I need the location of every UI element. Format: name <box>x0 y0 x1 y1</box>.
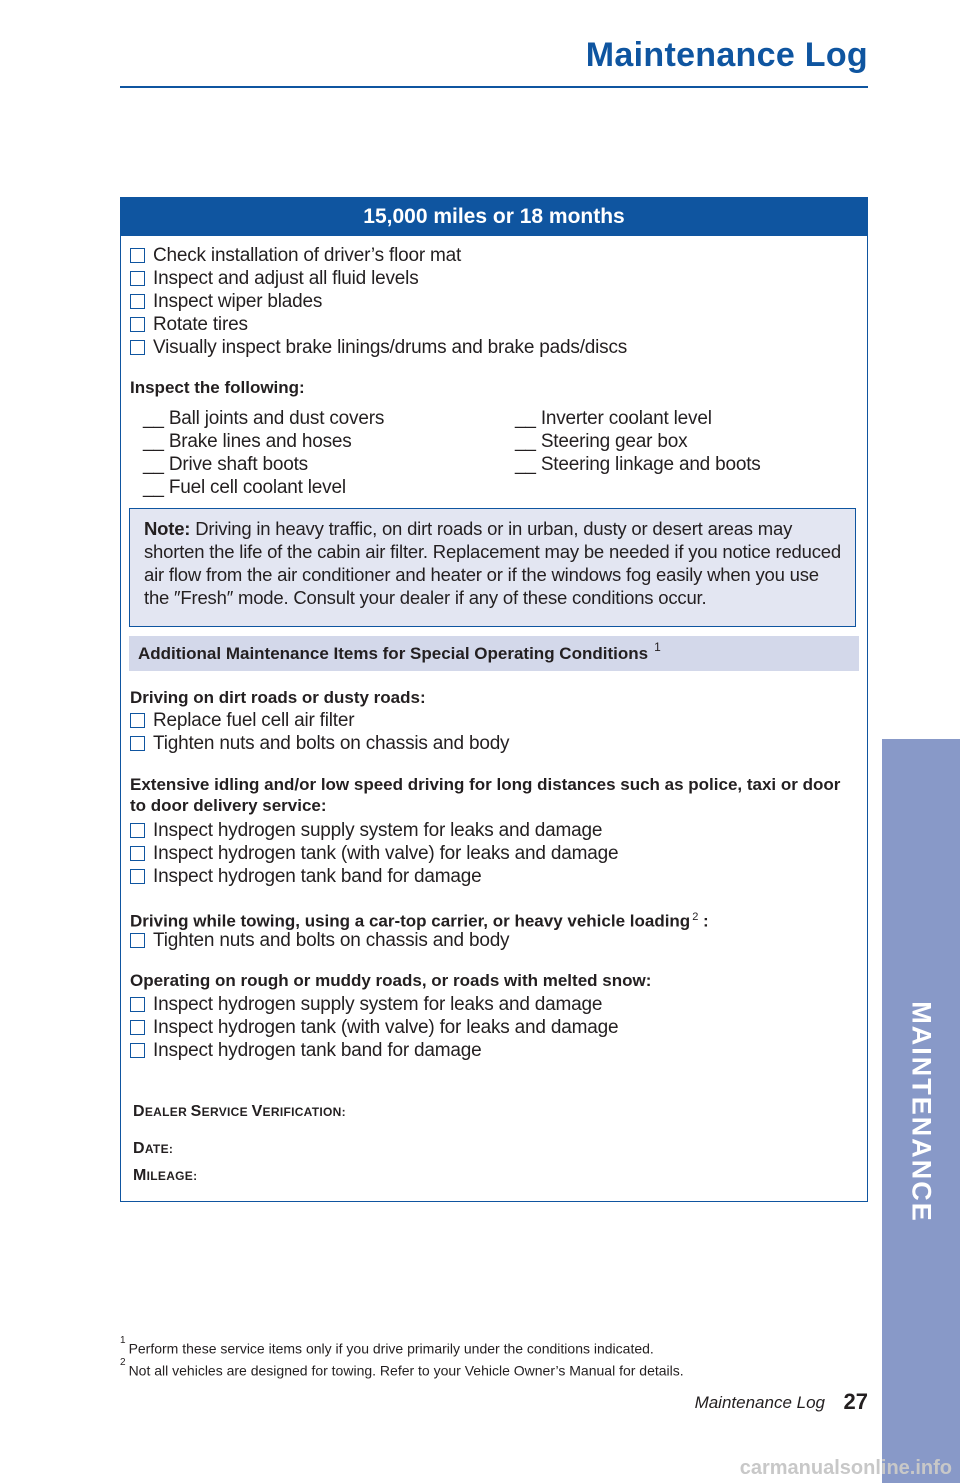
checkbox[interactable] <box>130 1020 145 1035</box>
inspect-item: __ Steering gear box <box>515 431 688 452</box>
note-text: Driving in heavy traffic, on dirt roads or in urban, dusty or desert areas may shorten the life of the cabin air filter. Replacement may be needed if you notice reduced air flow from the air conditioner and heater or if the windows fog easily when you use the ″Fresh″ mode. Consult your dealer if any of these conditions occur. <box>144 518 841 608</box>
section-heading: Driving while towing, using a car-top carrier, or heavy vehicle loading $^2$ : <box>130 911 709 931</box>
checkbox[interactable] <box>130 933 145 948</box>
checkbox[interactable] <box>130 271 145 286</box>
checkbox[interactable] <box>130 340 145 355</box>
date-label: DATE: <box>133 1140 174 1157</box>
watermark: carmanualsonline.info <box>739 1457 952 1479</box>
checklist-item: Rotate tires <box>153 314 248 335</box>
inspect-item: __ Steering linkage and boots <box>515 454 761 475</box>
footnote: $^1$Perform these service items only if you drive primarily under the conditions indicated. <box>120 1335 654 1357</box>
footnote-ref: 2 <box>692 911 699 923</box>
checklist-item: Visually inspect brake linings/drums and brake pads/discs <box>153 337 628 358</box>
checklist-item: Inspect and adjust all fluid levels <box>153 268 419 289</box>
footnote: $^2$Not all vehicles are designed for towing. Refer to your Vehicle Owner’s Manual for details. <box>120 1357 684 1379</box>
checkbox[interactable] <box>130 1043 145 1058</box>
inspect-item: __ Brake lines and hoses <box>143 431 352 452</box>
checklist-item: Check installation of driver’s floor mat <box>153 245 462 266</box>
inspect-item: __ Fuel cell coolant level <box>143 477 346 498</box>
interval-header: 15,000 miles or 18 months <box>121 198 867 236</box>
checklist-item: Inspect wiper blades <box>153 291 323 312</box>
title-divider <box>120 86 868 88</box>
checkbox[interactable] <box>130 294 145 309</box>
maintenance-box <box>120 197 868 1202</box>
note-box <box>129 508 856 627</box>
checklist-item: Inspect hydrogen supply system for leaks and damage <box>153 820 603 841</box>
page-number: 27 <box>843 1389 868 1414</box>
checklist-item: Replace fuel cell air filter <box>153 710 355 731</box>
checkbox[interactable] <box>130 846 145 861</box>
checkbox[interactable] <box>130 869 145 884</box>
section-heading: to door delivery service: <box>130 796 327 815</box>
section-heading: Driving on dirt roads or dusty roads: <box>130 688 426 707</box>
additional-title: Additional Maintenance Items for Special Operating Conditions <box>138 644 649 663</box>
page-title: Maintenance Log <box>585 36 868 74</box>
section-heading: Operating on rough or muddy roads, or roads with melted snow: <box>130 971 652 990</box>
checkbox[interactable] <box>130 823 145 838</box>
inspect-item: __ Inverter coolant level <box>515 408 712 429</box>
mileage-label: MILEAGE: <box>133 1167 198 1184</box>
additional-maintenance-bar <box>129 636 859 671</box>
dealer-verification-label: DEALER SERVICE VERIFICATION: <box>133 1103 346 1120</box>
section-heading: Extensive idling and/or low speed driving for long distances such as police, taxi or door <box>130 775 841 794</box>
checkbox[interactable] <box>130 736 145 751</box>
checkbox[interactable] <box>130 997 145 1012</box>
inspect-heading: Inspect the following: <box>130 378 305 397</box>
checkbox[interactable] <box>130 317 145 332</box>
checklist-item: Tighten nuts and bolts on chassis and body <box>153 930 510 951</box>
checklist-item: Inspect hydrogen tank (with valve) for leaks and damage <box>153 843 619 864</box>
footer-label: Maintenance Log <box>694 1393 825 1412</box>
checkbox[interactable] <box>130 248 145 263</box>
checklist-item: Inspect hydrogen tank band for damage <box>153 1040 482 1061</box>
checkbox[interactable] <box>130 713 145 728</box>
note-label: Note: <box>144 518 191 539</box>
checklist-item: Inspect hydrogen tank (with valve) for leaks and damage <box>153 1017 619 1038</box>
side-tab-label: MAINTENANCE <box>906 1001 937 1223</box>
checklist-item: Inspect hydrogen supply system for leaks and damage <box>153 994 603 1015</box>
footnote-ref: 1 <box>654 640 661 654</box>
checklist-item: Inspect hydrogen tank band for damage <box>153 866 482 887</box>
checklist-item: Tighten nuts and bolts on chassis and body <box>153 733 510 754</box>
inspect-item: __ Ball joints and dust covers <box>143 408 385 429</box>
inspect-item: __ Drive shaft boots <box>143 454 308 475</box>
